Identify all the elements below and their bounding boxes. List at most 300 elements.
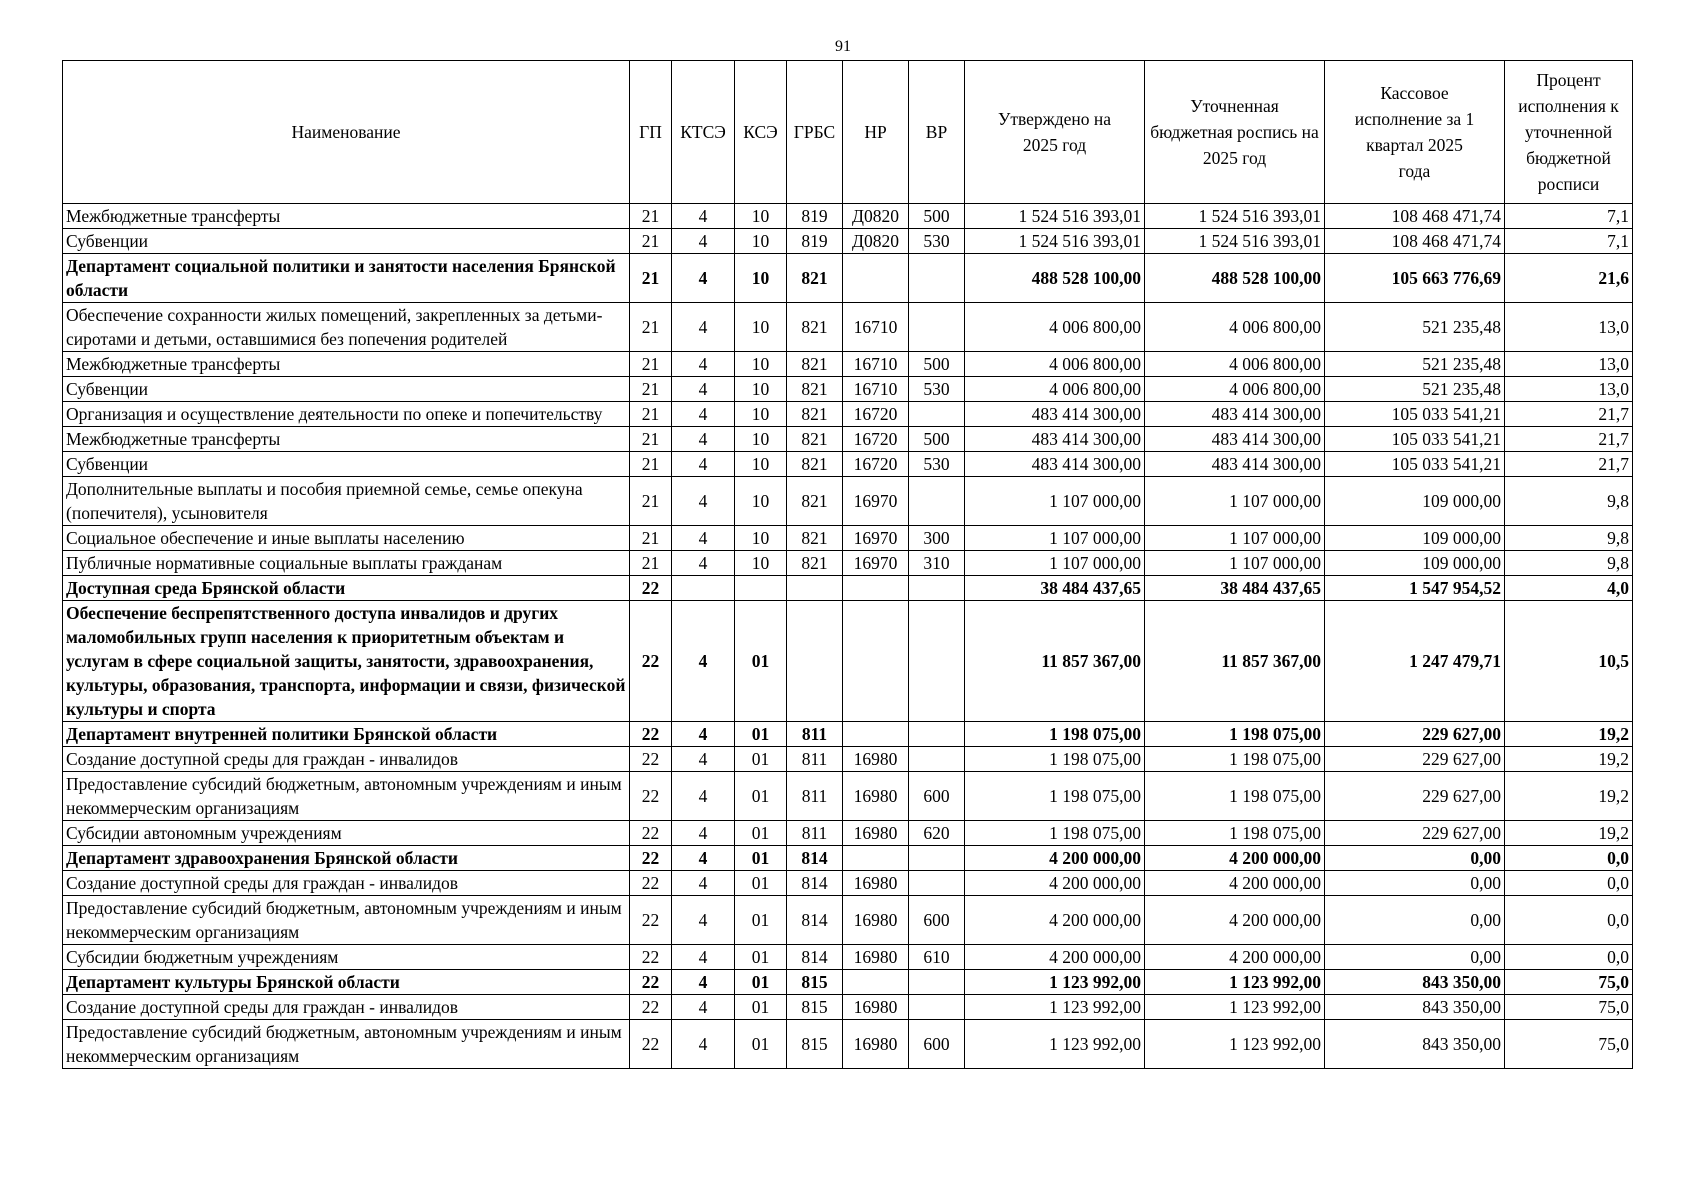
cell-percent: 9,8 — [1505, 526, 1633, 551]
cell-grbs: 814 — [787, 896, 843, 945]
header-ktse: КТСЭ — [672, 61, 735, 204]
table-row — [63, 821, 1633, 846]
table-header-row — [63, 61, 1633, 204]
table-row — [63, 352, 1633, 377]
table-row — [63, 576, 1633, 601]
cell-kse: 01 — [735, 871, 787, 896]
cell-percent: 21,6 — [1505, 254, 1633, 303]
cell-cash: 843 350,00 — [1325, 1020, 1505, 1069]
cell-name: Субсидии автономным учреждениям — [63, 821, 630, 846]
cell-nr — [843, 576, 909, 601]
cell-cash: 105 033 541,21 — [1325, 452, 1505, 477]
cell-refined: 1 123 992,00 — [1145, 995, 1325, 1020]
cell-grbs: 815 — [787, 970, 843, 995]
cell-cash: 521 235,48 — [1325, 303, 1505, 352]
cell-cash: 0,00 — [1325, 896, 1505, 945]
cell-nr: 16980 — [843, 772, 909, 821]
cell-grbs: 814 — [787, 871, 843, 896]
cell-refined: 1 123 992,00 — [1145, 970, 1325, 995]
cell-name: Предоставление субсидий бюджетным, автономным учреждениям и иным некоммерческим организациям — [63, 1020, 630, 1069]
cell-approved: 4 200 000,00 — [965, 945, 1145, 970]
cell-kse: 10 — [735, 254, 787, 303]
cell-kse: 01 — [735, 896, 787, 945]
cell-grbs: 821 — [787, 477, 843, 526]
cell-grbs: 821 — [787, 452, 843, 477]
cell-cash: 0,00 — [1325, 945, 1505, 970]
cell-nr: 16980 — [843, 945, 909, 970]
cell-vr — [909, 303, 965, 352]
cell-name: Создание доступной среды для граждан - инвалидов — [63, 747, 630, 772]
cell-gp: 22 — [630, 896, 672, 945]
cell-approved: 1 524 516 393,01 — [965, 204, 1145, 229]
cell-approved: 1 123 992,00 — [965, 970, 1145, 995]
cell-nr — [843, 601, 909, 722]
cell-approved: 1 107 000,00 — [965, 477, 1145, 526]
cell-nr — [843, 970, 909, 995]
cell-nr: 16720 — [843, 402, 909, 427]
cell-percent: 7,1 — [1505, 229, 1633, 254]
table-row — [63, 846, 1633, 871]
cell-refined: 1 198 075,00 — [1145, 821, 1325, 846]
cell-nr — [843, 254, 909, 303]
cell-kse: 10 — [735, 229, 787, 254]
page-number: 91 — [835, 38, 851, 55]
cell-percent: 19,2 — [1505, 821, 1633, 846]
cell-vr — [909, 722, 965, 747]
cell-grbs: 821 — [787, 303, 843, 352]
table-row — [63, 722, 1633, 747]
cell-nr: 16980 — [843, 896, 909, 945]
cell-cash: 109 000,00 — [1325, 477, 1505, 526]
cell-kse: 01 — [735, 995, 787, 1020]
cell-approved: 1 198 075,00 — [965, 722, 1145, 747]
cell-gp: 21 — [630, 229, 672, 254]
cell-percent: 9,8 — [1505, 551, 1633, 576]
cell-grbs: 815 — [787, 995, 843, 1020]
cell-nr: 16710 — [843, 303, 909, 352]
cell-ktse: 4 — [672, 846, 735, 871]
cell-kse: 01 — [735, 970, 787, 995]
cell-nr: 16970 — [843, 477, 909, 526]
cell-approved: 1 198 075,00 — [965, 772, 1145, 821]
table-body — [63, 204, 1633, 1069]
cell-name: Создание доступной среды для граждан - инвалидов — [63, 871, 630, 896]
cell-vr — [909, 846, 965, 871]
cell-vr — [909, 747, 965, 772]
cell-refined: 1 107 000,00 — [1145, 477, 1325, 526]
cell-vr — [909, 601, 965, 722]
cell-gp: 22 — [630, 747, 672, 772]
cell-refined: 11 857 367,00 — [1145, 601, 1325, 722]
cell-vr — [909, 576, 965, 601]
cell-kse: 10 — [735, 303, 787, 352]
cell-percent: 75,0 — [1505, 970, 1633, 995]
header-grbs: ГРБС — [787, 61, 843, 204]
cell-percent: 9,8 — [1505, 477, 1633, 526]
cell-cash: 1 547 954,52 — [1325, 576, 1505, 601]
table-row — [63, 254, 1633, 303]
cell-gp: 22 — [630, 722, 672, 747]
cell-approved: 483 414 300,00 — [965, 452, 1145, 477]
cell-gp: 22 — [630, 772, 672, 821]
cell-nr — [843, 846, 909, 871]
table-row — [63, 526, 1633, 551]
cell-ktse: 4 — [672, 1020, 735, 1069]
cell-name: Департамент внутренней политики Брянской области — [63, 722, 630, 747]
cell-vr: 600 — [909, 772, 965, 821]
cell-vr: 600 — [909, 1020, 965, 1069]
cell-cash: 843 350,00 — [1325, 970, 1505, 995]
cell-refined: 1 198 075,00 — [1145, 722, 1325, 747]
cell-ktse: 4 — [672, 722, 735, 747]
cell-vr — [909, 995, 965, 1020]
cell-ktse: 4 — [672, 970, 735, 995]
cell-refined: 483 414 300,00 — [1145, 402, 1325, 427]
cell-vr — [909, 477, 965, 526]
cell-approved: 4 006 800,00 — [965, 377, 1145, 402]
cell-vr: 620 — [909, 821, 965, 846]
cell-nr: 16720 — [843, 427, 909, 452]
cell-grbs: 821 — [787, 254, 843, 303]
table-row — [63, 747, 1633, 772]
cell-refined: 483 414 300,00 — [1145, 427, 1325, 452]
cell-refined: 1 524 516 393,01 — [1145, 204, 1325, 229]
cell-kse: 01 — [735, 1020, 787, 1069]
cell-ktse: 4 — [672, 229, 735, 254]
cell-nr: 16980 — [843, 821, 909, 846]
cell-kse: 10 — [735, 477, 787, 526]
cell-ktse: 4 — [672, 377, 735, 402]
cell-percent: 21,7 — [1505, 427, 1633, 452]
cell-nr: 16720 — [843, 452, 909, 477]
cell-gp: 21 — [630, 377, 672, 402]
cell-cash: 0,00 — [1325, 846, 1505, 871]
cell-percent: 21,7 — [1505, 402, 1633, 427]
cell-cash: 108 468 471,74 — [1325, 229, 1505, 254]
cell-ktse: 4 — [672, 352, 735, 377]
table-row — [63, 452, 1633, 477]
cell-cash: 1 247 479,71 — [1325, 601, 1505, 722]
table-row — [63, 871, 1633, 896]
cell-gp: 21 — [630, 402, 672, 427]
cell-ktse: 4 — [672, 427, 735, 452]
cell-ktse: 4 — [672, 772, 735, 821]
cell-percent: 7,1 — [1505, 204, 1633, 229]
cell-grbs: 821 — [787, 427, 843, 452]
cell-ktse: 4 — [672, 871, 735, 896]
cell-kse: 10 — [735, 204, 787, 229]
cell-refined: 4 200 000,00 — [1145, 896, 1325, 945]
header-cash: Кассовое исполнение за 1 квартал 2025 года — [1325, 61, 1505, 204]
table-row — [63, 402, 1633, 427]
table-row — [63, 204, 1633, 229]
cell-name: Департамент культуры Брянской области — [63, 970, 630, 995]
cell-gp: 21 — [630, 352, 672, 377]
cell-vr: 600 — [909, 896, 965, 945]
cell-name: Предоставление субсидий бюджетным, автономным учреждениям и иным некоммерческим организациям — [63, 896, 630, 945]
cell-gp: 21 — [630, 477, 672, 526]
cell-cash: 521 235,48 — [1325, 377, 1505, 402]
cell-ktse: 4 — [672, 526, 735, 551]
cell-grbs: 814 — [787, 945, 843, 970]
cell-approved: 1 123 992,00 — [965, 995, 1145, 1020]
cell-name: Межбюджетные трансферты — [63, 427, 630, 452]
cell-kse: 10 — [735, 452, 787, 477]
cell-nr: 16710 — [843, 377, 909, 402]
cell-percent: 75,0 — [1505, 995, 1633, 1020]
cell-cash: 105 033 541,21 — [1325, 402, 1505, 427]
cell-kse: 01 — [735, 747, 787, 772]
cell-grbs — [787, 576, 843, 601]
cell-refined: 4 006 800,00 — [1145, 303, 1325, 352]
cell-nr — [843, 722, 909, 747]
cell-name: Субвенции — [63, 377, 630, 402]
cell-name: Субсидии бюджетным учреждениям — [63, 945, 630, 970]
cell-name: Организация и осуществление деятельности по опеке и попечительству — [63, 402, 630, 427]
cell-gp: 21 — [630, 551, 672, 576]
cell-approved: 483 414 300,00 — [965, 402, 1145, 427]
cell-vr: 500 — [909, 352, 965, 377]
cell-name: Субвенции — [63, 229, 630, 254]
cell-refined: 1 107 000,00 — [1145, 526, 1325, 551]
cell-name: Обеспечение сохранности жилых помещений, закрепленных за детьми-сиротами и детьми, оставшимися без попечения родителей — [63, 303, 630, 352]
cell-name: Департамент здравоохранения Брянской области — [63, 846, 630, 871]
cell-gp: 21 — [630, 526, 672, 551]
cell-kse: 10 — [735, 377, 787, 402]
cell-grbs: 814 — [787, 846, 843, 871]
cell-gp: 22 — [630, 970, 672, 995]
budget-table — [62, 60, 1633, 1069]
header-gp: ГП — [630, 61, 672, 204]
cell-kse — [735, 576, 787, 601]
cell-grbs: 811 — [787, 821, 843, 846]
cell-grbs: 819 — [787, 229, 843, 254]
cell-refined: 1 198 075,00 — [1145, 772, 1325, 821]
cell-gp: 22 — [630, 821, 672, 846]
cell-vr: 530 — [909, 229, 965, 254]
cell-name: Социальное обеспечение и иные выплаты населению — [63, 526, 630, 551]
cell-name: Публичные нормативные социальные выплаты гражданам — [63, 551, 630, 576]
cell-cash: 229 627,00 — [1325, 821, 1505, 846]
cell-cash: 105 033 541,21 — [1325, 427, 1505, 452]
cell-kse: 10 — [735, 402, 787, 427]
cell-nr: 16970 — [843, 551, 909, 576]
header-percent: Процент исполнения к уточненной бюджетной росписи — [1505, 61, 1633, 204]
cell-cash: 108 468 471,74 — [1325, 204, 1505, 229]
cell-refined: 488 528 100,00 — [1145, 254, 1325, 303]
cell-vr: 530 — [909, 452, 965, 477]
cell-approved: 1 524 516 393,01 — [965, 229, 1145, 254]
cell-name: Межбюджетные трансферты — [63, 204, 630, 229]
cell-refined: 4 006 800,00 — [1145, 377, 1325, 402]
cell-percent: 0,0 — [1505, 896, 1633, 945]
cell-grbs: 821 — [787, 526, 843, 551]
cell-refined: 1 123 992,00 — [1145, 1020, 1325, 1069]
cell-vr — [909, 970, 965, 995]
cell-ktse: 4 — [672, 995, 735, 1020]
cell-percent: 19,2 — [1505, 772, 1633, 821]
table-row — [63, 551, 1633, 576]
cell-percent: 75,0 — [1505, 1020, 1633, 1069]
cell-refined: 1 198 075,00 — [1145, 747, 1325, 772]
cell-grbs — [787, 601, 843, 722]
cell-name: Дополнительные выплаты и пособия приемной семье, семье опекуна (попечителя), усыновителя — [63, 477, 630, 526]
header-vr: ВР — [909, 61, 965, 204]
cell-nr: 16980 — [843, 871, 909, 896]
cell-approved: 38 484 437,65 — [965, 576, 1145, 601]
cell-approved: 1 107 000,00 — [965, 551, 1145, 576]
table-row — [63, 601, 1633, 722]
cell-kse: 10 — [735, 526, 787, 551]
cell-name: Обеспечение беспрепятственного доступа инвалидов и других маломобильных групп населения к приоритетным объектам и услугам в сфере социальной защиты, занятости, здравоохранения, культуры, образования, транспорта, информации и связи, физической культуры и спорта — [63, 601, 630, 722]
cell-name: Доступная среда Брянской области — [63, 576, 630, 601]
cell-ktse: 4 — [672, 601, 735, 722]
table-row — [63, 229, 1633, 254]
cell-gp: 21 — [630, 254, 672, 303]
cell-approved: 1 107 000,00 — [965, 526, 1145, 551]
cell-kse: 10 — [735, 551, 787, 576]
cell-percent: 19,2 — [1505, 722, 1633, 747]
cell-kse: 10 — [735, 427, 787, 452]
header-refined: Уточненная бюджетная роспись на 2025 год — [1145, 61, 1325, 204]
cell-vr: 310 — [909, 551, 965, 576]
cell-nr: 16970 — [843, 526, 909, 551]
cell-cash: 109 000,00 — [1325, 551, 1505, 576]
cell-approved: 4 200 000,00 — [965, 846, 1145, 871]
table-row — [63, 477, 1633, 526]
cell-gp: 22 — [630, 846, 672, 871]
cell-grbs: 815 — [787, 1020, 843, 1069]
cell-refined: 1 107 000,00 — [1145, 551, 1325, 576]
cell-grbs: 821 — [787, 377, 843, 402]
header-nr: НР — [843, 61, 909, 204]
cell-gp: 22 — [630, 995, 672, 1020]
cell-refined: 4 200 000,00 — [1145, 846, 1325, 871]
cell-vr: 530 — [909, 377, 965, 402]
table-row — [63, 303, 1633, 352]
cell-vr — [909, 871, 965, 896]
table-row — [63, 427, 1633, 452]
cell-cash: 229 627,00 — [1325, 722, 1505, 747]
cell-approved: 4 200 000,00 — [965, 896, 1145, 945]
cell-gp: 21 — [630, 427, 672, 452]
cell-grbs: 819 — [787, 204, 843, 229]
table-row — [63, 896, 1633, 945]
cell-nr: 16980 — [843, 995, 909, 1020]
header-name: Наименование — [63, 61, 630, 204]
cell-cash: 109 000,00 — [1325, 526, 1505, 551]
cell-refined: 1 524 516 393,01 — [1145, 229, 1325, 254]
cell-kse: 10 — [735, 352, 787, 377]
cell-ktse: 4 — [672, 204, 735, 229]
cell-ktse: 4 — [672, 945, 735, 970]
cell-percent: 13,0 — [1505, 303, 1633, 352]
cell-vr: 500 — [909, 204, 965, 229]
cell-percent: 0,0 — [1505, 846, 1633, 871]
cell-refined: 4 006 800,00 — [1145, 352, 1325, 377]
cell-kse: 01 — [735, 722, 787, 747]
table-row — [63, 772, 1633, 821]
cell-gp: 22 — [630, 576, 672, 601]
cell-approved: 488 528 100,00 — [965, 254, 1145, 303]
cell-gp: 21 — [630, 204, 672, 229]
cell-approved: 4 006 800,00 — [965, 352, 1145, 377]
cell-ktse: 4 — [672, 747, 735, 772]
cell-grbs: 821 — [787, 402, 843, 427]
cell-gp: 22 — [630, 871, 672, 896]
cell-grbs: 821 — [787, 352, 843, 377]
cell-nr: 16980 — [843, 1020, 909, 1069]
cell-refined: 4 200 000,00 — [1145, 871, 1325, 896]
cell-approved: 11 857 367,00 — [965, 601, 1145, 722]
cell-ktse: 4 — [672, 477, 735, 526]
cell-kse: 01 — [735, 772, 787, 821]
cell-nr: 16980 — [843, 747, 909, 772]
cell-kse: 01 — [735, 945, 787, 970]
header-kse: КСЭ — [735, 61, 787, 204]
cell-percent: 10,5 — [1505, 601, 1633, 722]
cell-refined: 483 414 300,00 — [1145, 452, 1325, 477]
cell-percent: 19,2 — [1505, 747, 1633, 772]
cell-ktse: 4 — [672, 402, 735, 427]
cell-ktse: 4 — [672, 452, 735, 477]
table-row — [63, 970, 1633, 995]
cell-nr: Д0820 — [843, 229, 909, 254]
cell-name: Департамент социальной политики и занятости населения Брянской области — [63, 254, 630, 303]
cell-refined: 38 484 437,65 — [1145, 576, 1325, 601]
cell-name: Предоставление субсидий бюджетным, автономным учреждениям и иным некоммерческим организациям — [63, 772, 630, 821]
cell-percent: 0,0 — [1505, 871, 1633, 896]
cell-gp: 22 — [630, 1020, 672, 1069]
cell-gp: 21 — [630, 452, 672, 477]
cell-approved: 4 006 800,00 — [965, 303, 1145, 352]
cell-grbs: 811 — [787, 722, 843, 747]
table-row — [63, 1020, 1633, 1069]
cell-approved: 483 414 300,00 — [965, 427, 1145, 452]
cell-cash: 0,00 — [1325, 871, 1505, 896]
cell-approved: 1 198 075,00 — [965, 821, 1145, 846]
cell-approved: 1 198 075,00 — [965, 747, 1145, 772]
cell-vr: 500 — [909, 427, 965, 452]
cell-ktse — [672, 576, 735, 601]
cell-cash: 521 235,48 — [1325, 352, 1505, 377]
cell-ktse: 4 — [672, 821, 735, 846]
cell-nr: Д0820 — [843, 204, 909, 229]
table-row — [63, 995, 1633, 1020]
cell-name: Субвенции — [63, 452, 630, 477]
cell-percent: 13,0 — [1505, 352, 1633, 377]
cell-refined: 4 200 000,00 — [1145, 945, 1325, 970]
cell-percent: 13,0 — [1505, 377, 1633, 402]
header-approved: Утверждено на 2025 год — [965, 61, 1145, 204]
cell-ktse: 4 — [672, 254, 735, 303]
table-row — [63, 945, 1633, 970]
cell-percent: 0,0 — [1505, 945, 1633, 970]
cell-approved: 1 123 992,00 — [965, 1020, 1145, 1069]
cell-percent: 4,0 — [1505, 576, 1633, 601]
cell-approved: 4 200 000,00 — [965, 871, 1145, 896]
cell-vr — [909, 254, 965, 303]
cell-name: Межбюджетные трансферты — [63, 352, 630, 377]
cell-ktse: 4 — [672, 551, 735, 576]
cell-gp: 21 — [630, 303, 672, 352]
cell-cash: 229 627,00 — [1325, 772, 1505, 821]
cell-ktse: 4 — [672, 896, 735, 945]
cell-vr — [909, 402, 965, 427]
cell-cash: 105 663 776,69 — [1325, 254, 1505, 303]
cell-grbs: 821 — [787, 551, 843, 576]
cell-vr: 300 — [909, 526, 965, 551]
